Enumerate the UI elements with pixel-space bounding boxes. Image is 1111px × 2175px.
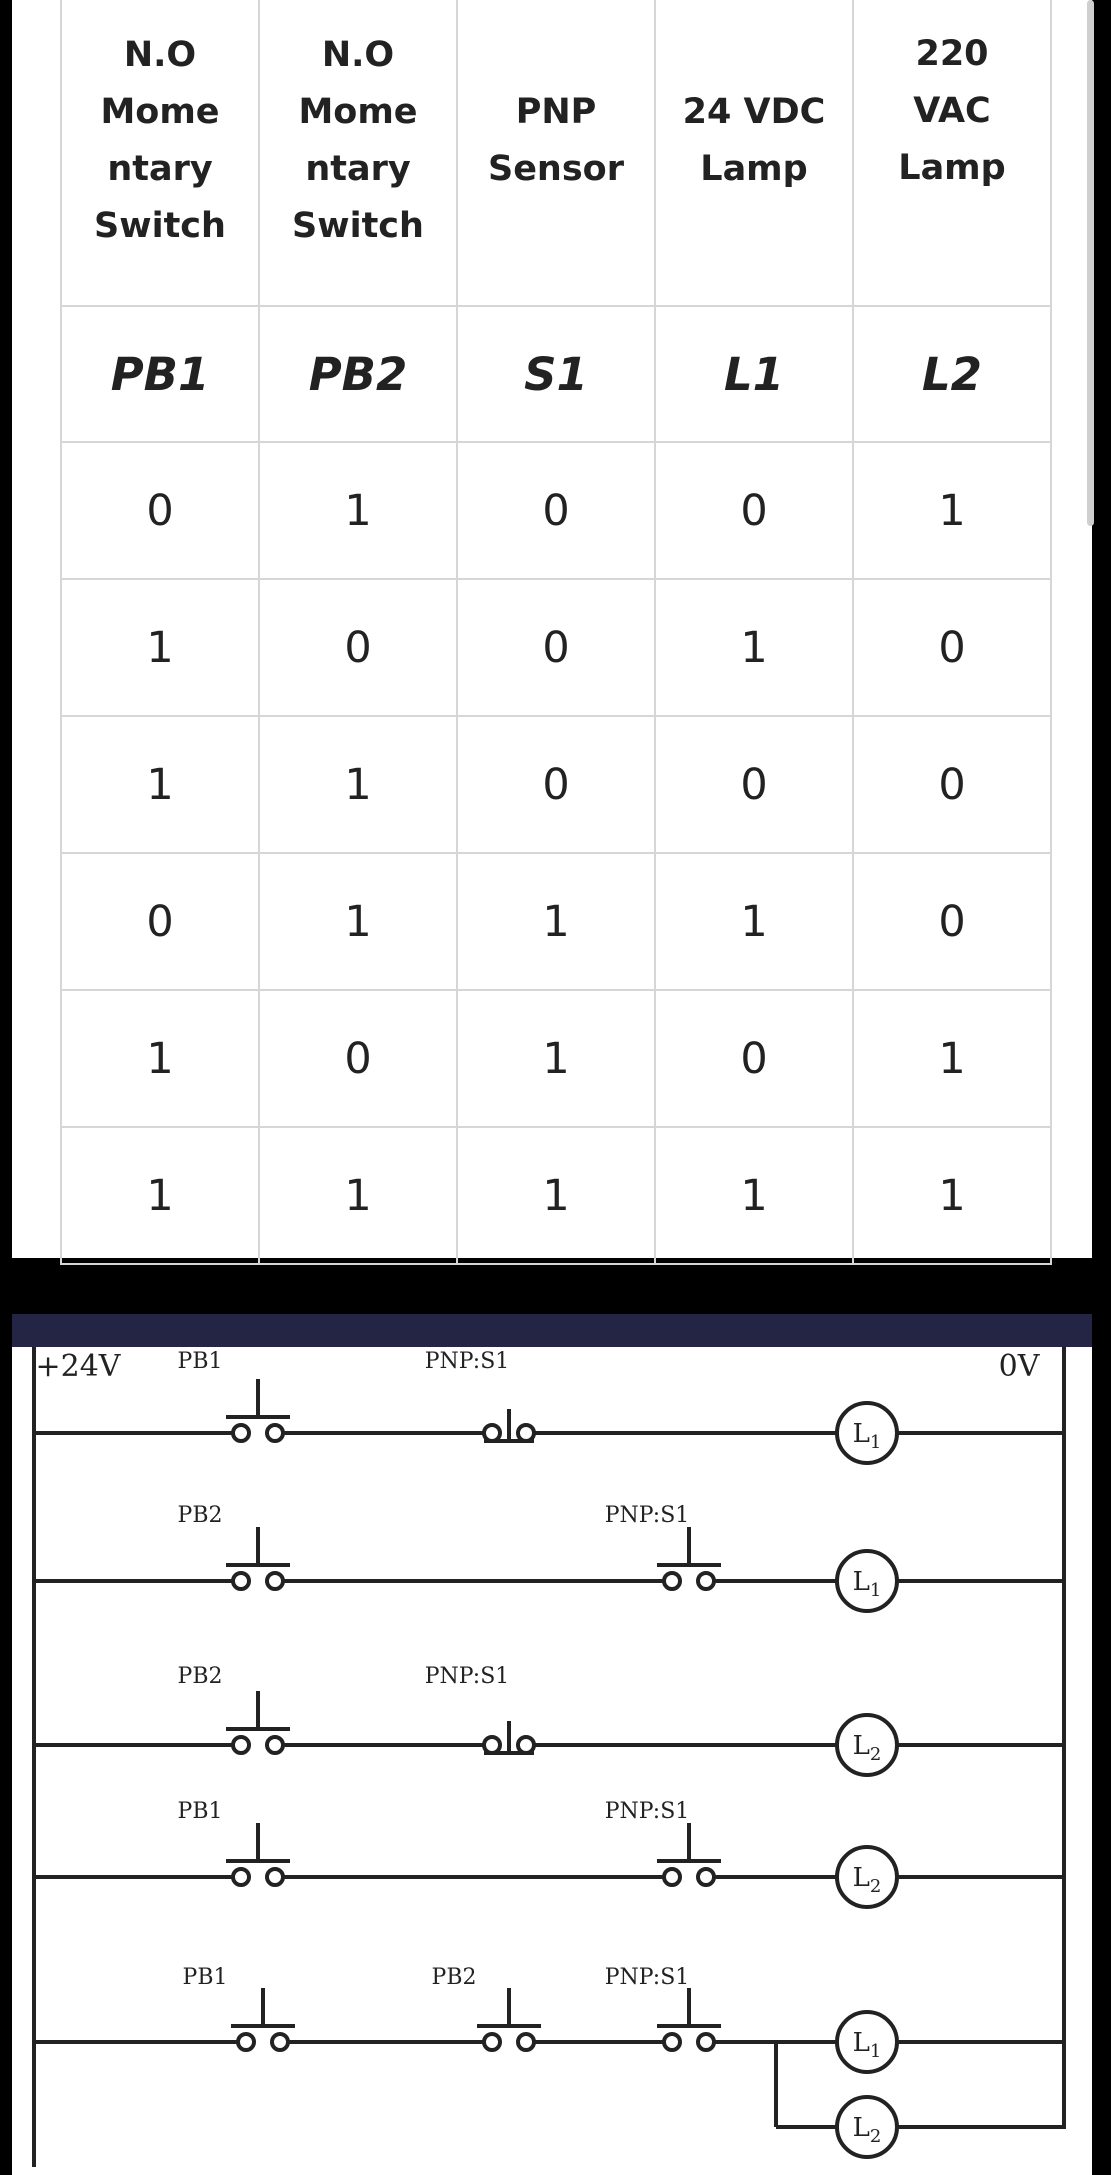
table-row bbox=[61, 716, 1051, 853]
lamp-main-label: L bbox=[852, 1567, 870, 1597]
lamp-sub-label: 1 bbox=[869, 1432, 882, 1453]
table-cell: 1 bbox=[457, 1127, 655, 1264]
header-line: Switch bbox=[94, 206, 226, 246]
table-row bbox=[61, 442, 1051, 579]
contact-label: PB1 bbox=[177, 1799, 223, 1824]
table-cell: 0 bbox=[655, 990, 853, 1127]
right-rail-label: 0V bbox=[998, 1349, 1040, 1384]
header-line: 220 bbox=[915, 33, 989, 74]
contact-terminal bbox=[267, 1737, 283, 1753]
contact-label: PNP:S1 bbox=[604, 1503, 690, 1528]
symbol-cell: L2 bbox=[853, 306, 1051, 442]
ladder-diagram-panel bbox=[12, 1347, 1092, 2175]
contact-terminal bbox=[698, 2034, 714, 2050]
lamp-sub-label: 2 bbox=[869, 1744, 882, 1765]
table-cell: 1 bbox=[457, 853, 655, 990]
table-cell: 0 bbox=[853, 716, 1051, 853]
header-line: VAC bbox=[913, 90, 991, 131]
table-cell: 0 bbox=[457, 579, 655, 716]
contact-label: PB2 bbox=[177, 1503, 223, 1528]
header-line: 24 VDC bbox=[682, 92, 826, 132]
contact-terminal bbox=[664, 1573, 680, 1589]
table-row bbox=[61, 1127, 1051, 1264]
table-cell: 0 bbox=[457, 716, 655, 853]
table-cell: 1 bbox=[259, 853, 457, 990]
lamp-sub-label: 2 bbox=[869, 1876, 882, 1897]
contact-terminal bbox=[233, 1737, 249, 1753]
contact-terminal bbox=[518, 1425, 534, 1441]
table-cell: 0 bbox=[61, 853, 259, 990]
table-cell: 1 bbox=[655, 1127, 853, 1264]
symbol-cell: PB1 bbox=[61, 306, 259, 442]
table-cell: 1 bbox=[61, 990, 259, 1127]
header-pb1 bbox=[61, 0, 259, 306]
left-rail-label: +24V bbox=[35, 1349, 121, 1384]
header-row bbox=[61, 0, 1051, 306]
symbol-cell: L1 bbox=[655, 306, 853, 442]
ladder-rung bbox=[34, 1965, 1064, 2157]
symbol-row bbox=[61, 306, 1051, 442]
contact-terminal bbox=[267, 1425, 283, 1441]
header-l1 bbox=[655, 0, 853, 306]
table-cell: 1 bbox=[259, 1127, 457, 1264]
contact-terminal bbox=[698, 1869, 714, 1885]
table-cell: 1 bbox=[853, 442, 1051, 579]
table-cell: 1 bbox=[853, 1127, 1051, 1264]
contact-terminal bbox=[484, 1737, 500, 1753]
contact-terminal bbox=[518, 2034, 534, 2050]
header-pb2 bbox=[259, 0, 457, 306]
lamp-main-label: L bbox=[852, 1863, 870, 1893]
contact-terminal bbox=[233, 1869, 249, 1885]
lamp-sub-label: 1 bbox=[869, 2041, 882, 2062]
header-line: Lamp bbox=[700, 149, 808, 189]
ladder-diagram bbox=[12, 1347, 1092, 2175]
header-line: ntary bbox=[107, 149, 213, 189]
contact-terminal bbox=[518, 1737, 534, 1753]
lamp-main-label: L bbox=[852, 2113, 870, 2143]
header-line: Mome bbox=[100, 92, 220, 132]
contact-terminal bbox=[267, 1869, 283, 1885]
lamp-sub-label: 2 bbox=[869, 2126, 882, 2147]
symbol-cell: PB2 bbox=[259, 306, 457, 442]
table-cell: 0 bbox=[457, 442, 655, 579]
contact-terminal bbox=[664, 1869, 680, 1885]
table-cell: 0 bbox=[655, 442, 853, 579]
contact-label: PNP:S1 bbox=[424, 1349, 510, 1374]
table-cell: 1 bbox=[457, 990, 655, 1127]
contact-label: PB2 bbox=[177, 1664, 223, 1689]
table-cell: 0 bbox=[259, 990, 457, 1127]
table-cell: 1 bbox=[655, 853, 853, 990]
header-line: Lamp bbox=[898, 147, 1006, 188]
contact-label: PB1 bbox=[177, 1349, 223, 1374]
table-row bbox=[61, 579, 1051, 716]
symbol-cell: S1 bbox=[457, 306, 655, 442]
lamp-sub-label: 1 bbox=[869, 1580, 882, 1601]
lamp-main-label: L bbox=[852, 2028, 870, 2058]
contact-terminal bbox=[233, 1573, 249, 1589]
truth-table-card bbox=[12, 0, 1092, 1258]
table-cell: 1 bbox=[655, 579, 853, 716]
header-line: Sensor bbox=[487, 149, 624, 189]
table-cell: 1 bbox=[259, 716, 457, 853]
ladder-header-bar bbox=[12, 1314, 1092, 1347]
contact-label: PB1 bbox=[182, 1965, 228, 1990]
header-l2 bbox=[853, 0, 1051, 306]
table-cell: 1 bbox=[61, 579, 259, 716]
table-cell: 1 bbox=[259, 442, 457, 579]
contact-label: PNP:S1 bbox=[604, 1965, 690, 1990]
header-line: ntary bbox=[305, 149, 411, 189]
ladder-rung bbox=[34, 1349, 1064, 1463]
header-line: PNP bbox=[515, 92, 597, 132]
contact-terminal bbox=[267, 1573, 283, 1589]
table-row bbox=[61, 990, 1051, 1127]
contact-terminal bbox=[664, 2034, 680, 2050]
lamp-main-label: L bbox=[852, 1419, 870, 1449]
table-cell: 0 bbox=[853, 853, 1051, 990]
table-cell: 0 bbox=[61, 442, 259, 579]
contact-terminal bbox=[238, 2034, 254, 2050]
table-cell: 0 bbox=[853, 579, 1051, 716]
header-line: N.O bbox=[123, 35, 197, 75]
contact-label: PNP:S1 bbox=[424, 1664, 510, 1689]
table-cell: 0 bbox=[259, 579, 457, 716]
header-line: Switch bbox=[292, 206, 424, 246]
header-line: Mome bbox=[298, 92, 418, 132]
contact-terminal bbox=[272, 2034, 288, 2050]
table-cell: 0 bbox=[655, 716, 853, 853]
truth-table bbox=[60, 0, 1052, 1265]
contact-label: PB2 bbox=[431, 1965, 477, 1990]
table-cell: 1 bbox=[61, 716, 259, 853]
table-cell: 1 bbox=[61, 1127, 259, 1264]
header-line: N.O bbox=[321, 35, 395, 75]
ladder-rung bbox=[34, 1799, 1064, 1907]
ladder-rung bbox=[34, 1664, 1064, 1775]
contact-label: PNP:S1 bbox=[604, 1799, 690, 1824]
contact-terminal bbox=[484, 1425, 500, 1441]
table-cell: 1 bbox=[853, 990, 1051, 1127]
contact-terminal bbox=[484, 2034, 500, 2050]
contact-terminal bbox=[233, 1425, 249, 1441]
header-s1 bbox=[457, 0, 655, 306]
scrollbar[interactable] bbox=[1087, 0, 1094, 526]
lamp-main-label: L bbox=[852, 1731, 870, 1761]
contact-terminal bbox=[698, 1573, 714, 1589]
table-row bbox=[61, 853, 1051, 990]
ladder-rung bbox=[34, 1503, 1064, 1611]
